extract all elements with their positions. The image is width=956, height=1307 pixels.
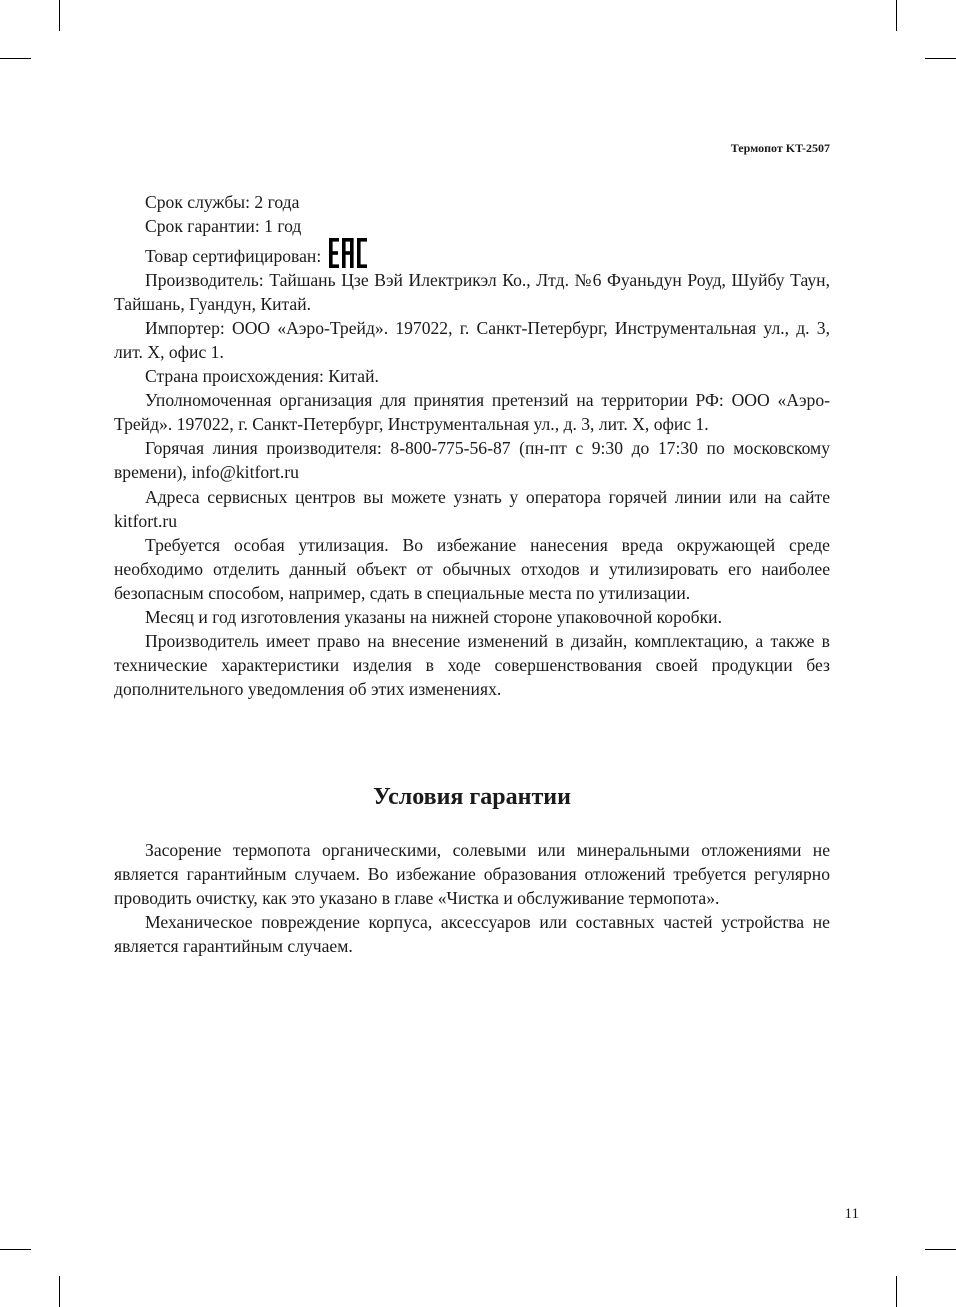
warranty-paragraph: Засорение термопота органическими, солевыми или минеральными отложениями не является гарантийным случаем. Во избежание образования отложений требуется регулярно проводить очистку, как это указано в главе «Чистка и обслуживание термопота». <box>114 840 830 909</box>
certified-label: Товар сертифицирован: <box>145 246 322 267</box>
crop-mark-bottom-left <box>59 1276 60 1307</box>
warranty-period: Срок гарантии: 1 год <box>145 216 302 237</box>
crop-mark-right-bottom <box>925 1249 956 1250</box>
service-life: Срок службы: 2 года <box>145 192 300 212</box>
crop-mark-bottom-right <box>896 1276 897 1307</box>
page-number: 11 <box>844 1206 859 1222</box>
hotline: Горячая линия производителя: 8-800-775-56-87 (пн-пт с 9:30 до 17:30 по московскому времени), info@kitfort.ru <box>114 438 830 483</box>
changes-note: Производитель имеет право на внесение изменений в дизайн, комплектацию, а также в технические характеристики изделия в ходе совершенствования своей продукции без дополнительного уведомления об этих изменениях. <box>114 630 830 699</box>
crop-mark-left-bottom <box>0 1249 31 1250</box>
claims-organization: Уполномоченная организация для принятия претензий на территории РФ: ООО «Аэро-Трейд». 197022, г. Санкт-Петербург, Инструментальная ул., д. 3, лит. Х, офис 1. <box>114 390 830 435</box>
crop-mark-top-right <box>896 0 897 31</box>
manufacturer: Производитель: Тайшань Цзе Вэй Илектрикэл Ко., Лтд. №6 Фуаньдун Роуд, Шуйбу Таун, Тайшань, Гуандун, Китай. <box>114 270 830 315</box>
disposal-note: Требуется особая утилизация. Во избежание нанесения вреда окружающей среде необходимо отделить данный объект от обычных отходов и утилизировать его наиболее безопасным способом, например, сдать в специальные места по утилизации. <box>114 534 830 603</box>
importer: Импортер: ООО «Аэро-Трейд». 197022, г. Санкт-Петербург, Инструментальная ул., д. 3, лит. Х, офис 1. <box>114 318 830 363</box>
section-title: Условия гарантии <box>373 784 571 810</box>
crop-mark-right-top <box>925 58 956 59</box>
service-centers: Адреса сервисных центров вы можете узнать у оператора горячей линии или на сайте kitfort.ru <box>114 486 830 531</box>
eac-logo-icon <box>329 238 367 268</box>
crop-mark-top-left <box>59 0 60 31</box>
product-info <box>114 190 830 701</box>
running-head: Термопот KT-2507 <box>730 141 830 155</box>
warranty-conditions <box>114 838 830 958</box>
crop-mark-left-top <box>0 58 31 59</box>
country-of-origin: Страна происхождения: Китай. <box>145 366 379 387</box>
certification-line <box>114 238 830 268</box>
manufacture-date-note: Месяц и год изготовления указаны на нижней стороне упаковочной коробки. <box>145 606 722 627</box>
warranty-paragraph: Механическое повреждение корпуса, аксессуаров или составных частей устройства не является гарантийным случаем. <box>114 912 830 957</box>
